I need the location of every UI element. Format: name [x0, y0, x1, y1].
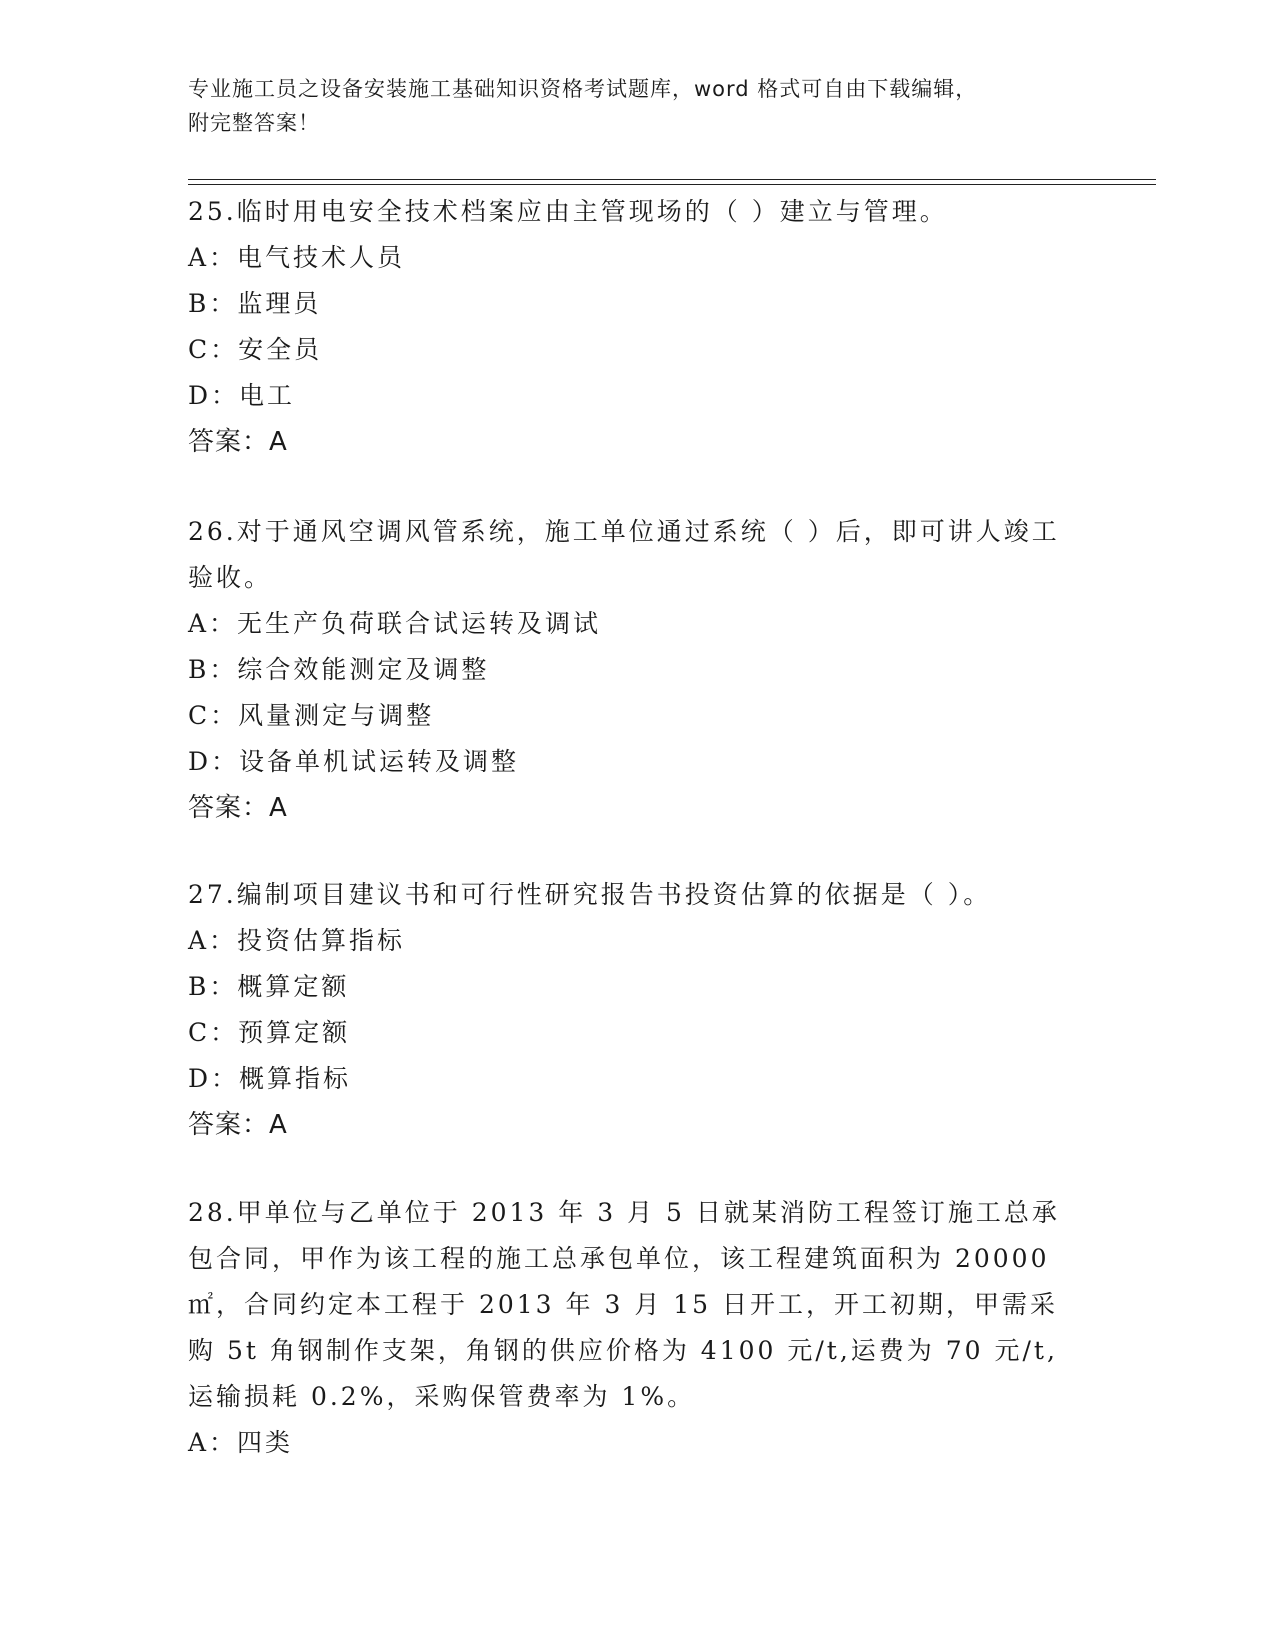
document-header — [188, 72, 1088, 140]
header-divider-top — [188, 179, 1156, 180]
option-c: C：风量测定与调整 — [188, 701, 435, 730]
option-a: A：四类 — [188, 1428, 294, 1457]
question-stem: 27.编制项目建议书和可行性研究报告书投资估算的依据是（ ）。 — [188, 880, 992, 909]
header-divider-bottom — [188, 184, 1156, 185]
question-25 — [188, 189, 1068, 465]
answer-line: 答案：A — [188, 1110, 288, 1140]
question-28 — [188, 1190, 1068, 1466]
option-a: A：电气技术人员 — [188, 243, 406, 272]
question-27 — [188, 872, 1068, 1148]
answer-line: 答案：A — [188, 793, 288, 823]
option-d: D：概算指标 — [188, 1064, 352, 1093]
question-stem: 25.临时用电安全技术档案应由主管现场的（ ）建立与管理。 — [188, 197, 948, 226]
option-c: C：安全员 — [188, 335, 323, 364]
question-stem: 26.对于通风空调风管系统，施工单位通过系统（ ）后，即可讲人竣工验收。 — [188, 517, 1060, 592]
option-b: B：监理员 — [188, 289, 322, 318]
option-d: D：设备单机试运转及调整 — [188, 747, 520, 776]
header-line-2: 附完整答案！ — [188, 111, 320, 135]
option-c: C：预算定额 — [188, 1018, 351, 1047]
option-b: B：综合效能测定及调整 — [188, 655, 490, 684]
question-26 — [188, 509, 1068, 831]
option-d: D：电工 — [188, 381, 296, 410]
question-stem: 28.甲单位与乙单位于 2013 年 3 月 5 日就某消防工程签订施工总承包合同，甲作为该工程的施工总承包单位，该工程建筑面积为 20000㎡，合同约定本工程于 2013 年 3 月 15 日开工，开工初期，甲需采购 5t 角钢制作支架，角钢的供应价格为 4100 元/t,运费为 70 元/t,运输损耗 0.2%，采购保管费率为 1%。 — [188, 1198, 1060, 1411]
header-line-1: 专业施工员之设备安装施工基础知识资格考试题库，word 格式可自由下载编辑， — [188, 77, 978, 101]
option-b: B：概算定额 — [188, 972, 350, 1001]
option-a: A：无生产负荷联合试运转及调试 — [188, 609, 602, 638]
answer-line: 答案：A — [188, 427, 288, 457]
option-a: A：投资估算指标 — [188, 926, 406, 955]
